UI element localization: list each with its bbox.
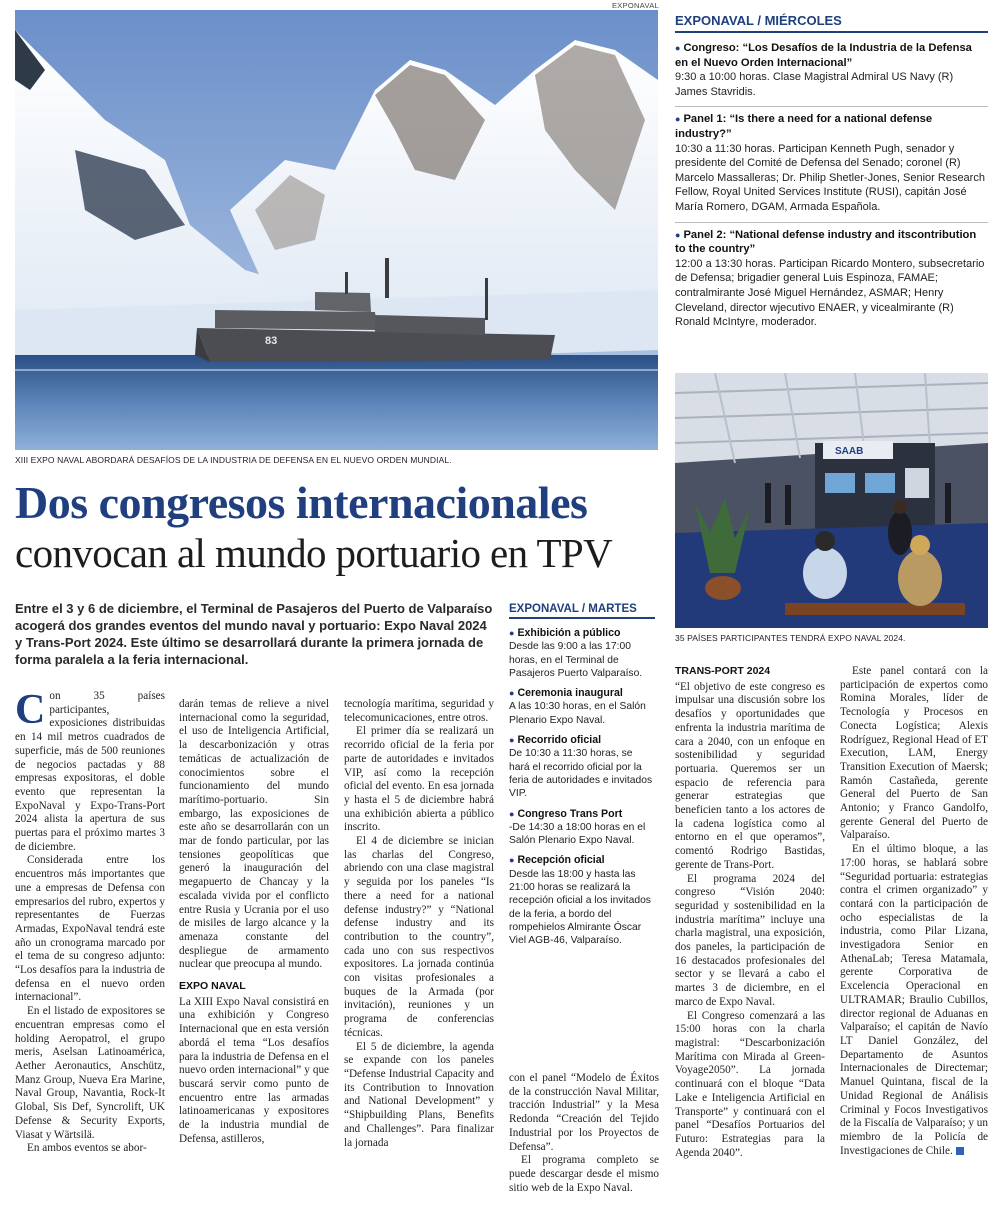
bullet-icon: ●	[509, 808, 515, 819]
side-photo	[675, 373, 988, 628]
col2-paragraph-1: darán temas de relieve a nivel internacional como la seguridad, el uso de Inteligencia Artificial, la descarbonización y otras temáticas de actualización de conocimientos sobre el funcionamiento del mundo marítimo-portuario. Sin embargo, las exposiciones de este año se desarrollarán con un mar de fondo particular, por las tensiones geopolíticas que generó la inauguración del megapuerto de Chancay y la escalada vivida por el conflicto entre Rusia y Ucrania por el uso de misiles de largo alcance y la amenaza constante del despliegue de armamento nuclear que preocupa al mundo.	[179, 698, 329, 971]
schedule-item-title: Ceremonia inaugural	[517, 687, 623, 700]
miercoles-schedule-box	[675, 13, 988, 337]
col3-paragraph-1: tecnología marítima, seguridad y telecomunicaciones, entre otros.	[344, 698, 494, 724]
schedule-item-title: Exhibición a público	[517, 627, 621, 639]
article-column-3	[344, 698, 494, 1150]
col1-paragraph-4: En ambos eventos se abor-	[27, 1142, 147, 1155]
transport-column	[675, 665, 825, 1160]
schedule-item	[509, 627, 655, 680]
transport-paragraph-3: El Congreso comenzará a las 15:00 horas con la charla magistral: “Descarbonización Marítima con Mirada al Green-Voyage2050”. La jornada continuará con el bloque “Data Lake e Inteligencia Artificial en Transporte” y continuará con el panel “Desafíos Portuarios del Futuro: Estrategias para la Agenda 2040”.	[675, 1009, 825, 1159]
miercoles-items	[675, 41, 988, 330]
article-lead: Entre el 3 y 6 de diciembre, el Terminal de Pasajeros del Puerto de Valparaíso acogerá dos grandes eventos del mundo naval y portuario: Expo Naval 2024 y Trans-Port 2024. Este último se desarrollará durante la primera jornada de forma paralela a la feria internacional.	[15, 601, 493, 667]
schedule-item	[675, 112, 988, 214]
section-label: EXPONAVAL	[612, 1, 660, 10]
last-paragraph-2: En el último bloque, a las 17:00 horas, se hablará sobre “Seguridad portuaria: estrategias contra el crimen organizado” y contará con la participación de ocho especialistas de la industria, como Pilar Lizana, investigadora Senior en AthenaLab; Teresa Matamala, gerente Corporativa de Excelencia Operacional en ULTRAMAR; Braulio Cubillos, director regional de Aduanas en Valparaíso; el capitán de Navío LT Daniel González, del Departamento de Asuntos Internacionales de Directemar; Manuel Quintana, fiscal de la Unidad Regional de Análisis Criminal y Focos Investigativos de la Fiscalía de Valparaíso; y un miembro de la Policía de Investigaciones de Chile.	[840, 843, 988, 1157]
schedule-item-title: Congreso Trans Port	[517, 807, 623, 820]
separator	[675, 222, 988, 223]
schedule-item-title: Recepción oficial	[517, 854, 605, 867]
schedule-item-text: Desde las 18:00 y hasta las 21:00 horas se realizará la recepción oficial a los invitados de la feria, a bordo del rompehielos Almirante Óscar Viel AGB-46, Valparaíso.	[509, 868, 651, 947]
schedule-item-text: 12:00 a 13:30 horas. Participan Ricardo Montero, subsecretario de Defensa; brigadier general Luis Espinoza, FAMAE; contralmirante José Miguel Hernández, ASMAR; Henry Cleveland, director wjecutivo ENAER, y vicealmirante (R) Ronald McIntyre, moderador.	[675, 257, 985, 329]
col1-paragraph-1: on 35 países participantes, exposiciones distribuidas en 14 mil metros cuadrados de superficie, más de 500 reuniones de negocios pactadas y 88 empresas expositoras, el doble evento que representan la ExpoNaval y Expo-Trans-Port 2024 alista la apertura de sus puertas para el próximo martes 3 de diciembre.	[15, 690, 165, 853]
col1-paragraph-3: En el listado de expositores se encuentran empresas como el holding Aeropatrol, el grupo meris, Aselsan Latinoamérica, Aether Aeronautics, Anschütz, Manz Group, Nueva Era Marine, Naval Group, Navantia, Rock-It Global, Sis Def, Syncrolift, UK Defense & Security Exports, Viasat y Wärtsilä.	[15, 1005, 165, 1141]
bullet-icon: ●	[675, 229, 681, 240]
schedule-item	[509, 687, 655, 727]
bullet-icon: ●	[675, 114, 681, 125]
main-photo	[15, 10, 658, 450]
subhead-expo-naval: EXPO NAVAL	[179, 980, 246, 993]
article-column-2	[179, 698, 329, 1147]
bullet-icon: ●	[509, 628, 515, 638]
separator	[675, 106, 988, 107]
headline-primary: Dos congresos internacionales	[15, 477, 588, 528]
ship-hull-number: 83	[265, 335, 278, 347]
last-column	[840, 665, 988, 1158]
end-mark-icon	[956, 1147, 964, 1155]
subhead-transport: TRANS-PORT 2024	[675, 665, 771, 677]
col3-paragraph-4: El 5 de diciembre, la agenda se expande con los paneles “Defense Industrial Capacity and its Contribution to Innovation and National Development” y “Shipbuilding Plans, Benefits and Challenges”. Para finalizar la jornada	[344, 1040, 494, 1149]
transport-paragraph-1: “El objetivo de este congreso es impulsar una discusión sobre los desafíos y oportunidades que enfrenta la industria marítima de cara a 2040, con un enfoque en sostenibilidad y seguridad portuaria. Queremos ser un espacio de referencia para generar estrategias que beneficien tanto a los actores de la cadena logística como al entorno en el que operamos”, comentó Rodrigo Bastidas, gerente de Trans-Port.	[675, 680, 825, 871]
bullet-icon: ●	[509, 735, 515, 746]
schedule-item	[675, 41, 988, 99]
saab-logo-text: SAAB	[835, 446, 864, 457]
bullet-icon: ●	[509, 855, 515, 866]
schedule-item-title: Recorrido oficial	[517, 734, 602, 747]
schedule-item-text: 9:30 a 10:00 horas. Clase Magistral Admiral US Navy (R) James Stavridis.	[675, 71, 954, 98]
schedule-item-text: De 10:30 a 11:30 horas, se hará el recorrido oficial por la feria de autoridades e invitados VIP.	[509, 748, 653, 800]
article-column-1	[15, 687, 165, 1156]
col1-paragraph-2: Considerada entre los encuentros más importantes que une a empresas de Defensa con empresarios del rubro, expertos y representantes de Fuerzas Armadas, ExpoNaval tendrá este año un cronograma marcado por el tema de su congreso adjunto: “Los desafíos para la industria de defensa en el nuevo orden internacional”.	[15, 854, 165, 1004]
schedule-item-text: -De 14:30 a 18:00 horas en el Salón Plenario Expo Naval.	[509, 821, 646, 847]
bullet-icon: ●	[509, 688, 515, 699]
martes-schedule-box	[509, 603, 655, 955]
schedule-item-text: Desde las 9:00 a las 17:00 horas, en el Terminal de Pasajeros Puerto Valparaíso.	[509, 641, 643, 679]
col3-paragraph-3: El 4 de diciembre se inician las charlas del Congreso, abriendo con una clase magistral y seguida por los paneles “Is there a need for a national defense industry?” y “National defense industry and its contribution to the country”, cada uno con sus respectivos expositores. La jornada continúa con visitas profesionales a buques de la Armada (por invitación), reuniones y un programa de conferencias técnicas.	[344, 835, 494, 1039]
article-column-4	[509, 1072, 659, 1195]
expo-hall-image	[675, 373, 988, 628]
schedule-item	[509, 854, 655, 947]
martes-box-title: EXPONAVAL / MARTES	[509, 603, 655, 619]
miercoles-box-title: EXPONAVAL / MIÉRCOLES	[675, 13, 988, 33]
bullet-icon: ●	[675, 43, 681, 53]
col4-paragraph-1: con el panel “Modelo de Éxitos de la construcción Naval Militar, tracción Industrial” y la Mesa Redonda “Creación del Tejido Industrial por los Proyectos de Defensa”.	[509, 1072, 659, 1153]
schedule-item-title: Congreso: “Los Desafíos de la Industria de la Defensa en el Nuevo Orden Internacional”	[675, 42, 972, 69]
martes-items	[509, 627, 655, 948]
transport-paragraph-2: El programa 2024 del congreso “Visión 2040: seguridad y sostenibilidad en la industria marítima” incluye una charla magistral, una exposición, dos paneles, la participación de 16 destacados profesionales del sector y se llevará a cabo el martes 3 de diciembre, en el marco de Expo Naval.	[675, 872, 825, 1008]
schedule-item	[509, 808, 655, 848]
col3-paragraph-2: El primer día se realizará un recorrido oficial de la feria por parte de autoridades e invitados VIP, así como la recepción oficial del evento. En esa jornada y hasta el 5 de diciembre habrá una exhibición abierta a público inscrito.	[344, 725, 494, 834]
schedule-item-title: Panel 2: “National defense industry and itscontribution to the country”	[675, 228, 977, 256]
drop-cap: C	[15, 687, 46, 733]
schedule-item-title: Panel 1: “Is there a need for a national defense industry?”	[675, 113, 933, 140]
col4-paragraph-2: El programa completo se puede descargar desde el mismo sitio web de la Expo Naval.	[509, 1154, 659, 1194]
ship-among-glaciers-image	[15, 10, 658, 450]
col2-paragraph-2: La XIII Expo Naval consistirá en una exhibición y Congreso Internacional que en esta versión abordá el tema “Los desafíos para la industria de Defensa en el nuevo orden internacional” y que buscará servir como punto de encuentro entre las armadas latinoamericanas y expositores de la industria mundial de Defensa, astilleros,	[179, 995, 329, 1145]
side-photo-caption: 35 PAÍSES PARTICIPANTES TENDRÁ EXPO NAVAL 2024.	[675, 633, 906, 643]
schedule-item	[675, 228, 988, 330]
schedule-item	[509, 734, 655, 800]
schedule-item-text: A las 10:30 horas, en el Salón Plenario Expo Naval.	[509, 701, 646, 726]
last-paragraph-1: Este panel contará con la participación de expertos como Romina Morales, líder de Tecnología y Procesos en Conecta Logística; Alexis Rodríguez, Regional Head of ET Execution, LAM, Energy Transition Execution of Maersk; Ramón Castañeda, gerente General del Puerto de San Antonio; y Franco Gandolfo, gerente General del Puerto de Valparaíso.	[840, 665, 988, 842]
headline-secondary: convocan al mundo portuario en TPV	[15, 530, 613, 576]
schedule-item-text: 10:30 a 11:30 horas. Participan Kenneth Pugh, senador y presidente del Comité de Defensa del Senado; coronel (R) Marcelo Massalleras; Dr. Philip Shetler-Jones, Senior Research Fellow, Royal United Services Institute (RUSI), capitán José María Romero, DGAM, Armada Española.	[675, 142, 985, 213]
main-photo-caption: XIII EXPO NAVAL ABORDARÁ DESAFÍOS DE LA INDUSTRIA DE DEFENSA EN EL NUEVO ORDEN MUNDIAL.	[15, 455, 452, 465]
